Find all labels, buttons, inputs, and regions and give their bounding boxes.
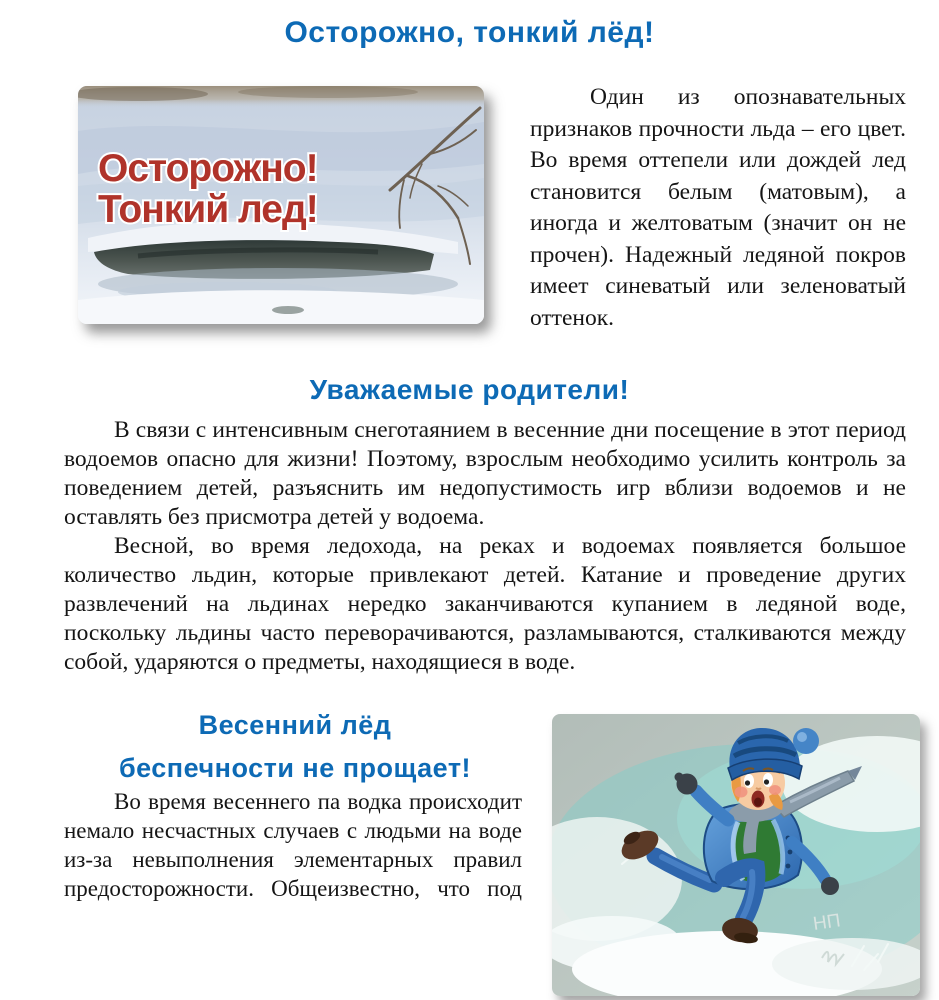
spring-flood-paragraph: Во время весеннего па водка происходит немало несчастных случаев с людьми на воде из-за невыполнения элементарных правил предосторожности. Общеизвестно, что под	[64, 789, 522, 901]
parents-paragraph-1: В связи с интенсивным снеготаянием в весенние дни посещение в этот период водоемов опасно для жизни! Поэтому, взрослым необходимо усилить контроль за поведением детей, разъяснить им недопустимость игр вблизи водоемов и не оставлять без присмотра детей у водоема.	[64, 417, 906, 530]
thin-ice-photo-graphic	[78, 86, 484, 324]
parents-heading: Уважаемые родители!	[309, 374, 630, 405]
spring-ice-heading-line1: Весенний лёд	[198, 710, 392, 740]
photo-caption-line1: Осторожно!	[98, 147, 318, 190]
page-title: Осторожно, тонкий лёд!	[284, 16, 655, 49]
spring-ice-heading	[64, 704, 526, 790]
thin-ice-photo	[78, 86, 484, 324]
illustration-signature: НП	[811, 910, 842, 935]
boy-slipping-graphic	[552, 714, 920, 996]
parents-paragraphs	[64, 416, 906, 677]
boy-slipping-illustration	[552, 714, 920, 996]
photo-caption-line2: Тонкий лед!	[98, 188, 318, 231]
spring-ice-heading-line2: беспечности не прощает!	[118, 753, 472, 783]
parents-paragraph-2: Весной, во время ледохода, на реках и водоемах появляется большое количество льдин, которые привлекают детей. Катание и проведение других развлечений на льдинах нередко заканчиваются купанием в ледяной воде, поскольку льдины часто переворачиваются, разламываются, сталкиваются между собой, ударяются о предметы, находящиеся в воде.	[64, 533, 906, 675]
ice-color-paragraph: Один из опознавательных признаков прочности льда – его цвет. Во время оттепели или дождей лед становится белым (матовым), а иногда и желтоватым (значит он не прочен). Надежный ледяной покров имеет синеватый или зеленоватый оттенок.	[530, 84, 906, 331]
